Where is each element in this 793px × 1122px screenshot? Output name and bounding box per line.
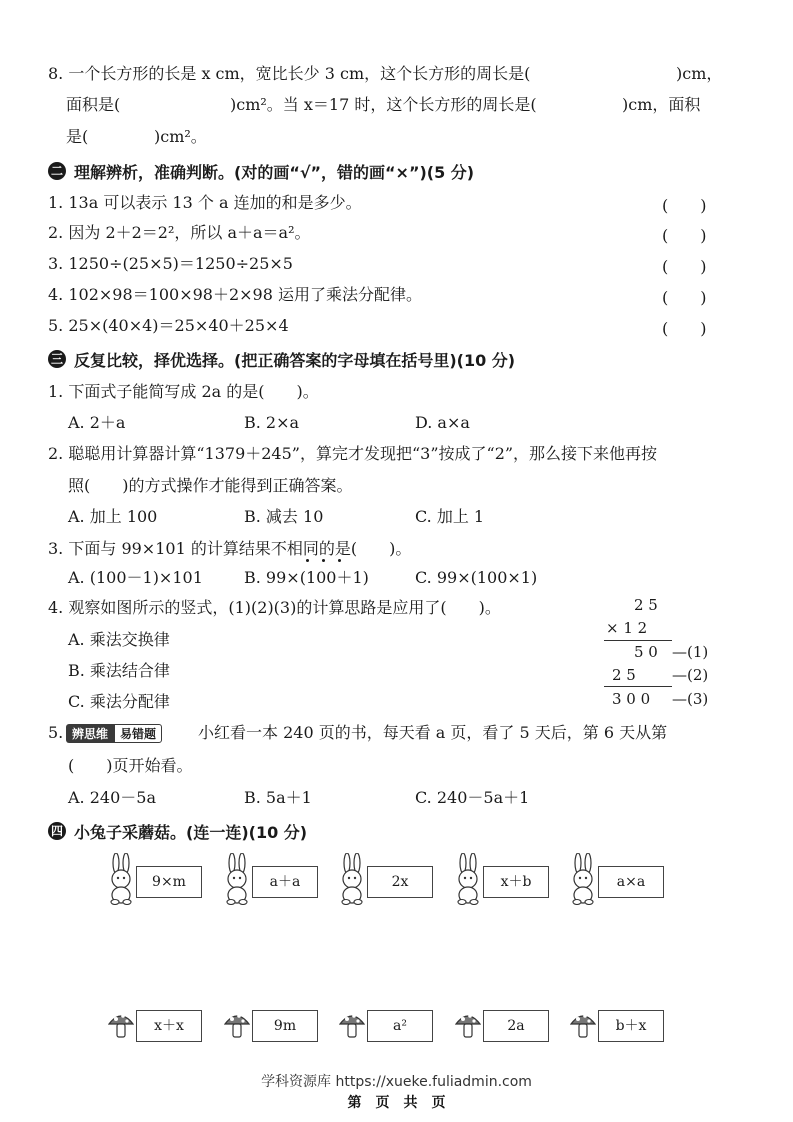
choice-q5-option-a[interactable]: A. 240－5a [68,788,156,807]
emphasis-dot [338,559,341,562]
judge-item-4: 4. 102×98＝100×98＋2×98 运用了乘法分配律。 [48,285,422,304]
section-4-badge: 四 [48,822,66,840]
q8-line2-b: )cm²。当 x＝17 时，这个长方形的周长是( [230,95,537,114]
mushroom-card-4[interactable]: 2a [483,1010,549,1042]
choice-q3-option-a[interactable]: A. (100－1)×101 [68,568,203,587]
vertical-row-2: × 1 2 [606,619,648,637]
vertical-mark-1: —(1) [672,643,709,661]
choice-q5-option-c[interactable]: C. 240－5a＋1 [415,788,530,807]
mushroom-card-3[interactable]: a² [367,1010,433,1042]
q8-line1: 8. 一个长方形的长是 x cm，宽比长少 3 cm，这个长方形的周长是( [48,64,531,83]
choice-q1-option-d[interactable]: D. a×a [415,413,470,432]
choice-q5-option-b[interactable]: B. 5a＋1 [244,788,312,807]
mushroom-card-5[interactable]: b＋x [598,1010,664,1042]
vertical-row-5: 3 0 0 [612,690,651,708]
q8-line2-c: )cm，面积 [622,95,701,114]
rabbit-icon [339,853,365,905]
tag-error-prone: 易错题 [114,724,162,743]
rabbit-card-4[interactable]: x＋b [483,866,549,898]
choice-q4-option-b[interactable]: B. 乘法结合律 [68,661,170,680]
rabbit-icon [455,853,481,905]
choice-q1-option-b[interactable]: B. 2×a [244,413,300,432]
section-3-title: 反复比较，择优选择。(把正确答案的字母填在括号里)(10 分) [74,351,516,370]
choice-q3-option-c[interactable]: C. 99×(100×1) [415,568,538,587]
rabbit-icon [570,853,596,905]
section-2-title: 理解辨析，准确判断。(对的画“√”，错的画“×”)(5 分) [74,163,475,182]
rabbit-card-1[interactable]: 9×m [136,866,202,898]
section-2-badge: 二 [48,162,66,180]
q8-line3-a: 是( [66,127,89,146]
mushroom-icon [224,1011,250,1039]
judge-item-2: 2. 因为 2＋2＝2²，所以 a＋a＝a²。 [48,223,311,242]
choice-q2-option-a[interactable]: A. 加上 100 [68,507,158,526]
vertical-row-1: 2 5 [634,596,658,614]
choice-q1-stem: 1. 下面式子能简写成 2a 的是( )。 [48,382,319,401]
choice-q2-stem-2: 照( )的方式操作才能得到正确答案。 [68,476,353,495]
choice-q4-option-c[interactable]: C. 乘法分配律 [68,692,170,711]
rabbit-icon [108,853,134,905]
judge-answer-4[interactable]: ( ) [662,288,707,307]
choice-q2-option-b[interactable]: B. 减去 10 [244,507,324,526]
vertical-mark-2: —(2) [672,666,709,684]
choice-q5-number: 5. [48,723,64,742]
judge-item-5: 5. 25×(40×4)＝25×40＋25×4 [48,316,289,335]
mushroom-icon [108,1011,134,1039]
choice-q5-stem-2: ( )页开始看。 [68,756,193,775]
choice-q2-stem-1: 2. 聪聪用计算器计算“1379＋245”，算完才发现把“3”按成了“2”，那么接下来他再按 [48,444,658,463]
mushroom-icon [455,1011,481,1039]
choice-q3-stem: 3. 下面与 99×101 的计算结果不相同的是( )。 [48,539,412,558]
choice-q4-option-a[interactable]: A. 乘法交换律 [68,630,170,649]
emphasis-dot [306,559,309,562]
footer-site: 学科资源库 https://xueke.fuliadmin.com [261,1074,532,1090]
q8-line3-b: )cm²。 [154,127,207,146]
vertical-mark-3: —(3) [672,690,709,708]
q8-line2-a: 面积是( [66,95,121,114]
tag-group [66,723,162,743]
section-4-title: 小兔子采蘑菇。(连一连)(10 分) [74,823,308,842]
vertical-row-4: 2 5 [612,666,636,684]
choice-q5-stem-1: 小红看一本 240 页的书，每天看 a 页，看了 5 天后，第 6 天从第 [198,723,668,742]
judge-item-3: 3. 1250÷(25×5)＝1250÷25×5 [48,254,293,273]
judge-answer-1[interactable]: ( ) [662,196,707,215]
footer-page-number: 第 页 共 页 [347,1095,446,1111]
mushroom-card-1[interactable]: x＋x [136,1010,202,1042]
rabbit-card-2[interactable]: a＋a [252,866,318,898]
section-3-badge: 三 [48,350,66,368]
judge-item-1: 1. 13a 可以表示 13 个 a 连加的和是多少。 [48,193,362,212]
judge-answer-3[interactable]: ( ) [662,257,707,276]
mushroom-icon [339,1011,365,1039]
vertical-rule [604,640,672,641]
vertical-rule [604,686,672,687]
rabbit-icon [224,853,250,905]
emphasis-dot [322,559,325,562]
judge-answer-5[interactable]: ( ) [662,319,707,338]
tag-thinking: 辨思维 [66,724,114,743]
choice-q3-option-b[interactable]: B. 99×(100＋1) [244,568,369,587]
choice-q4-stem: 4. 观察如图所示的竖式，(1)(2)(3)的计算思路是应用了( )。 [48,598,501,617]
choice-q2-option-c[interactable]: C. 加上 1 [415,507,485,526]
mushroom-card-2[interactable]: 9m [252,1010,318,1042]
rabbit-card-3[interactable]: 2x [367,866,433,898]
vertical-row-3: 5 0 [634,643,658,661]
q8-line1-end: )cm， [676,64,723,83]
judge-answer-2[interactable]: ( ) [662,226,707,245]
rabbit-card-5[interactable]: a×a [598,866,664,898]
choice-q1-option-a[interactable]: A. 2＋a [68,413,126,432]
mushroom-icon [570,1011,596,1039]
